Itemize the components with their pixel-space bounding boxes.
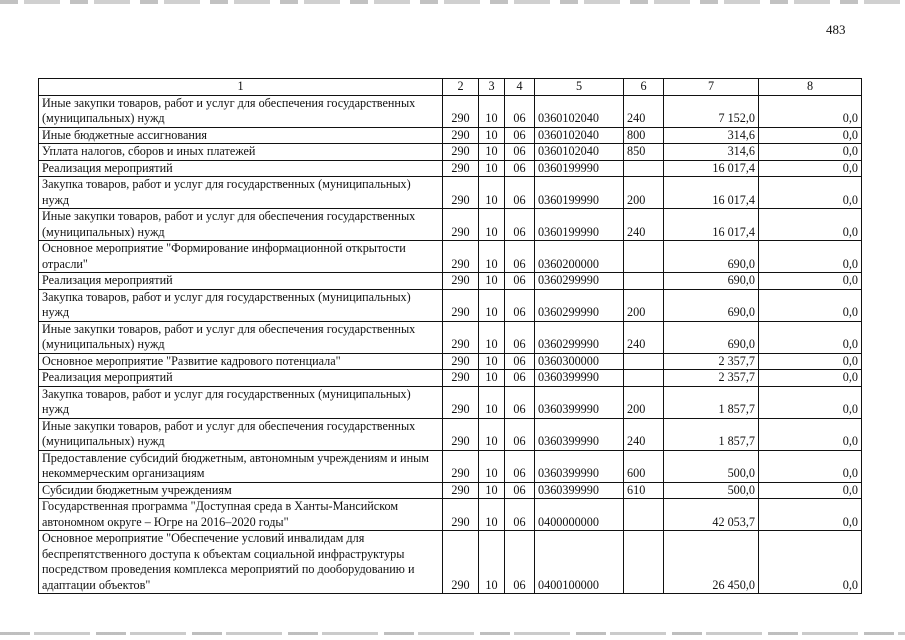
cell-col-8: 0,0 <box>759 499 862 531</box>
cell-col-4: 06 <box>505 209 535 241</box>
cell-col-2: 290 <box>443 209 479 241</box>
cell-col-6 <box>624 531 664 594</box>
cell-col-3: 10 <box>479 144 505 161</box>
cell-col-2: 290 <box>443 127 479 144</box>
cell-col-5: 0360102040 <box>535 144 624 161</box>
cell-col-7: 500,0 <box>664 450 759 482</box>
cell-col-7: 500,0 <box>664 482 759 499</box>
cell-col-8: 0,0 <box>759 95 862 127</box>
cell-col-5: 0400000000 <box>535 499 624 531</box>
cell-col-2: 290 <box>443 499 479 531</box>
cell-col-4: 06 <box>505 418 535 450</box>
cell-col-8: 0,0 <box>759 209 862 241</box>
cell-col-8: 0,0 <box>759 531 862 594</box>
cell-col-6 <box>624 160 664 177</box>
cell-col-2: 290 <box>443 241 479 273</box>
cell-col-6: 610 <box>624 482 664 499</box>
table-row <box>39 160 862 177</box>
table-header-row <box>39 79 862 96</box>
cell-col-2: 290 <box>443 482 479 499</box>
cell-col-2: 290 <box>443 418 479 450</box>
cell-col-5: 0400100000 <box>535 531 624 594</box>
cell-col-8: 0,0 <box>759 289 862 321</box>
cell-col-5: 0360300000 <box>535 353 624 370</box>
cell-col-3: 10 <box>479 289 505 321</box>
cell-col-2: 290 <box>443 386 479 418</box>
table-row <box>39 370 862 387</box>
cell-name: Реализация мероприятий <box>39 273 443 290</box>
cell-col-4: 06 <box>505 273 535 290</box>
cell-col-3: 10 <box>479 482 505 499</box>
cell-col-3: 10 <box>479 209 505 241</box>
cell-col-3: 10 <box>479 241 505 273</box>
cell-col-5: 0360199990 <box>535 209 624 241</box>
cell-col-3: 10 <box>479 499 505 531</box>
cell-col-7: 690,0 <box>664 321 759 353</box>
table-row <box>39 241 862 273</box>
cell-col-8: 0,0 <box>759 418 862 450</box>
cell-col-4: 06 <box>505 499 535 531</box>
cell-col-7: 26 450,0 <box>664 531 759 594</box>
cell-col-6 <box>624 353 664 370</box>
cell-col-3: 10 <box>479 321 505 353</box>
cell-col-5: 0360299990 <box>535 273 624 290</box>
table-body <box>39 79 862 594</box>
cell-col-4: 06 <box>505 144 535 161</box>
cell-col-2: 290 <box>443 273 479 290</box>
cell-col-4: 06 <box>505 482 535 499</box>
cell-name: Реализация мероприятий <box>39 370 443 387</box>
table-row <box>39 531 862 594</box>
column-header: 6 <box>624 79 664 96</box>
cell-col-7: 16 017,4 <box>664 177 759 209</box>
column-header: 8 <box>759 79 862 96</box>
cell-col-8: 0,0 <box>759 321 862 353</box>
cell-name: Иные закупки товаров, работ и услуг для обеспечения государственных (муниципальных) нужд <box>39 321 443 353</box>
cell-name: Основное мероприятие "Обеспечение условий инвалидам для беспрепятственного доступа к объектам социальной инфраструктуры посредством проведения комплекса мероприятий по дооборудованию и адаптации объектов" <box>39 531 443 594</box>
cell-col-6 <box>624 273 664 290</box>
cell-col-2: 290 <box>443 160 479 177</box>
page-number: 483 <box>826 22 846 37</box>
cell-name: Закупка товаров, работ и услуг для государственных (муниципальных) нужд <box>39 177 443 209</box>
column-header: 1 <box>39 79 443 96</box>
cell-col-7: 2 357,7 <box>664 370 759 387</box>
cell-col-7: 314,6 <box>664 127 759 144</box>
cell-col-6: 200 <box>624 177 664 209</box>
cell-col-5: 0360299990 <box>535 289 624 321</box>
cell-col-3: 10 <box>479 95 505 127</box>
table-row <box>39 127 862 144</box>
cell-col-8: 0,0 <box>759 482 862 499</box>
cell-col-7: 42 053,7 <box>664 499 759 531</box>
cell-col-7: 2 357,7 <box>664 353 759 370</box>
cell-col-5: 0360399990 <box>535 386 624 418</box>
cell-name: Реализация мероприятий <box>39 160 443 177</box>
table-row <box>39 386 862 418</box>
cell-col-7: 690,0 <box>664 273 759 290</box>
cell-col-7: 7 152,0 <box>664 95 759 127</box>
cell-col-6 <box>624 370 664 387</box>
cell-name: Иные закупки товаров, работ и услуг для обеспечения государственных (муниципальных) нужд <box>39 209 443 241</box>
cell-col-4: 06 <box>505 321 535 353</box>
cell-col-8: 0,0 <box>759 450 862 482</box>
cell-col-6: 240 <box>624 209 664 241</box>
cell-name: Закупка товаров, работ и услуг для государственных (муниципальных) нужд <box>39 386 443 418</box>
table-row <box>39 273 862 290</box>
cell-col-2: 290 <box>443 353 479 370</box>
cell-col-6: 240 <box>624 321 664 353</box>
column-header: 3 <box>479 79 505 96</box>
cell-col-7: 16 017,4 <box>664 209 759 241</box>
cell-col-5: 0360200000 <box>535 241 624 273</box>
cell-col-5: 0360399990 <box>535 418 624 450</box>
cell-col-8: 0,0 <box>759 144 862 161</box>
table-row <box>39 418 862 450</box>
column-header: 4 <box>505 79 535 96</box>
cell-col-2: 290 <box>443 321 479 353</box>
cell-col-3: 10 <box>479 370 505 387</box>
cell-col-6: 800 <box>624 127 664 144</box>
table-row <box>39 144 862 161</box>
cell-col-3: 10 <box>479 450 505 482</box>
cell-col-5: 0360399990 <box>535 370 624 387</box>
cell-col-7: 690,0 <box>664 241 759 273</box>
cell-name: Субсидии бюджетным учреждениям <box>39 482 443 499</box>
cell-col-5: 0360102040 <box>535 127 624 144</box>
cell-name: Государственная программа "Доступная среда в Ханты-Мансийском автономном округе – Югре на 2016–2020 годы" <box>39 499 443 531</box>
cell-col-7: 1 857,7 <box>664 386 759 418</box>
cell-col-4: 06 <box>505 127 535 144</box>
cell-col-8: 0,0 <box>759 386 862 418</box>
column-header: 7 <box>664 79 759 96</box>
cell-col-7: 314,6 <box>664 144 759 161</box>
cell-col-3: 10 <box>479 127 505 144</box>
cell-col-8: 0,0 <box>759 127 862 144</box>
cell-col-2: 290 <box>443 177 479 209</box>
cell-col-6 <box>624 499 664 531</box>
cell-col-5: 0360399990 <box>535 450 624 482</box>
cell-col-5: 0360199990 <box>535 160 624 177</box>
cell-col-5: 0360399990 <box>535 482 624 499</box>
cell-col-5: 0360199990 <box>535 177 624 209</box>
cell-col-6: 200 <box>624 386 664 418</box>
table-row <box>39 353 862 370</box>
cell-col-6: 240 <box>624 95 664 127</box>
cell-col-7: 690,0 <box>664 289 759 321</box>
table-row <box>39 209 862 241</box>
cell-col-2: 290 <box>443 144 479 161</box>
cell-col-3: 10 <box>479 160 505 177</box>
cell-col-4: 06 <box>505 370 535 387</box>
cell-col-6: 240 <box>624 418 664 450</box>
cell-col-8: 0,0 <box>759 160 862 177</box>
table-row <box>39 499 862 531</box>
cell-col-6: 200 <box>624 289 664 321</box>
table-row <box>39 177 862 209</box>
cell-col-7: 1 857,7 <box>664 418 759 450</box>
cell-col-2: 290 <box>443 450 479 482</box>
cell-col-4: 06 <box>505 177 535 209</box>
cell-col-6: 600 <box>624 450 664 482</box>
cell-col-8: 0,0 <box>759 177 862 209</box>
table-row <box>39 95 862 127</box>
cell-col-7: 16 017,4 <box>664 160 759 177</box>
cell-col-8: 0,0 <box>759 353 862 370</box>
cell-name: Иные бюджетные ассигнования <box>39 127 443 144</box>
cell-col-4: 06 <box>505 450 535 482</box>
table-row <box>39 482 862 499</box>
cell-col-2: 290 <box>443 95 479 127</box>
table-row <box>39 321 862 353</box>
cell-col-4: 06 <box>505 353 535 370</box>
cell-name: Уплата налогов, сборов и иных платежей <box>39 144 443 161</box>
cell-col-5: 0360299990 <box>535 321 624 353</box>
cell-col-3: 10 <box>479 418 505 450</box>
cell-col-3: 10 <box>479 273 505 290</box>
cell-col-6: 850 <box>624 144 664 161</box>
cell-col-2: 290 <box>443 370 479 387</box>
cell-col-5: 0360102040 <box>535 95 624 127</box>
cell-col-3: 10 <box>479 386 505 418</box>
cell-col-8: 0,0 <box>759 370 862 387</box>
cell-col-6 <box>624 241 664 273</box>
cell-col-4: 06 <box>505 160 535 177</box>
cell-col-4: 06 <box>505 289 535 321</box>
column-header: 2 <box>443 79 479 96</box>
bottom-scan-edge <box>0 632 905 635</box>
cell-name: Предоставление субсидий бюджетным, автономным учреждениям и иным некоммерческим организациям <box>39 450 443 482</box>
cell-col-4: 06 <box>505 386 535 418</box>
table-row <box>39 450 862 482</box>
cell-col-2: 290 <box>443 531 479 594</box>
column-header: 5 <box>535 79 624 96</box>
table-row <box>39 289 862 321</box>
cell-col-2: 290 <box>443 289 479 321</box>
cell-col-8: 0,0 <box>759 241 862 273</box>
cell-col-3: 10 <box>479 353 505 370</box>
cell-col-3: 10 <box>479 531 505 594</box>
cell-name: Основное мероприятие "Формирование информационной открытости отрасли" <box>39 241 443 273</box>
cell-name: Иные закупки товаров, работ и услуг для обеспечения государственных (муниципальных) нужд <box>39 418 443 450</box>
cell-col-3: 10 <box>479 177 505 209</box>
cell-col-4: 06 <box>505 95 535 127</box>
cell-name: Закупка товаров, работ и услуг для государственных (муниципальных) нужд <box>39 289 443 321</box>
cell-name: Иные закупки товаров, работ и услуг для обеспечения государственных (муниципальных) нужд <box>39 95 443 127</box>
top-scan-edge <box>0 0 905 4</box>
cell-col-4: 06 <box>505 241 535 273</box>
cell-name: Основное мероприятие "Развитие кадрового потенциала" <box>39 353 443 370</box>
cell-col-4: 06 <box>505 531 535 594</box>
budget-table <box>38 78 862 594</box>
cell-col-8: 0,0 <box>759 273 862 290</box>
